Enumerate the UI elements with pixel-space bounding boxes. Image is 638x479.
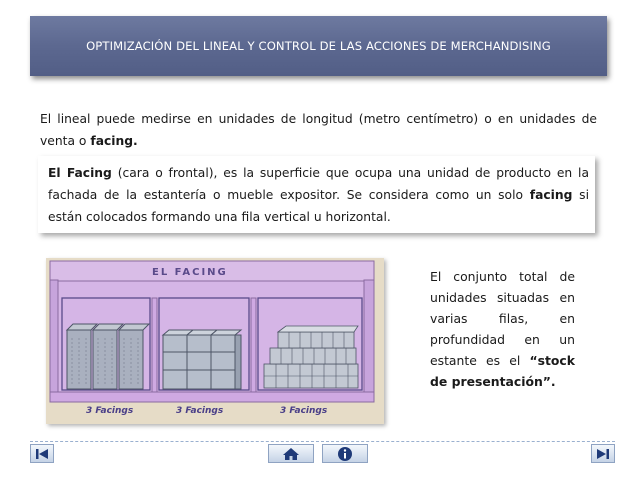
small-box [211, 370, 235, 389]
small-box [211, 335, 235, 352]
tall-box-top [93, 324, 123, 330]
tall-boxes [67, 324, 149, 389]
home-icon [282, 447, 300, 461]
facing-label-2: 3 Facings [176, 406, 224, 416]
small-box [163, 370, 187, 389]
facing-term: El Facing [48, 166, 112, 180]
tall-box-top [119, 324, 149, 330]
facing-label-1: 3 Facings [86, 406, 134, 416]
first-page-icon [35, 448, 49, 460]
home-button[interactable] [268, 444, 314, 463]
small-box [163, 335, 187, 352]
pack-row-middle [270, 348, 356, 364]
intro-paragraph [40, 108, 597, 152]
stock-paragraph [430, 266, 575, 392]
small-box [163, 352, 187, 370]
small-boxes [163, 330, 241, 389]
small-box-side [235, 335, 241, 389]
small-box-top [211, 330, 241, 335]
divider-left [152, 298, 157, 392]
facing-label-3: 3 Facings [280, 406, 328, 416]
info-icon [337, 446, 353, 462]
stock-text: El conjunto total de unidades situadas en varias filas, en profundidad en un estante es el [430, 269, 575, 368]
first-page-button[interactable] [30, 444, 54, 463]
shelf-left-side [50, 280, 58, 396]
footer-divider [30, 441, 615, 442]
small-box [187, 370, 211, 389]
title-bar [30, 16, 607, 76]
small-box [187, 335, 211, 352]
small-box [187, 352, 211, 370]
shelf-base [50, 392, 374, 402]
shelf-drawing [46, 258, 384, 424]
tall-box-top [67, 324, 97, 330]
last-page-button[interactable] [591, 444, 615, 463]
intro-bold: facing. [90, 134, 138, 148]
pack-stack-top [278, 326, 358, 332]
page-title: OPTIMIZACIÓN DEL LINEAL Y CONTROL DE LAS ACCIONES DE MERCHANDISING [86, 39, 551, 53]
small-box [211, 352, 235, 370]
facing-text-2: si están colocados formando una fila vertical u horizontal. [48, 188, 589, 224]
stock-bold: “stock de presentación”. [430, 353, 575, 389]
facing-definition-box [38, 156, 595, 233]
shelf-right-side [364, 280, 374, 396]
info-button[interactable] [322, 444, 368, 463]
pack-row-top [278, 332, 354, 348]
intro-text: El lineal puede medirse en unidades de longitud (metro centímetro) o en unidades de venta o [40, 112, 597, 148]
divider-right [251, 298, 256, 392]
facing-definition [48, 162, 589, 228]
facing-bold: facing [529, 188, 573, 202]
last-page-icon [596, 448, 610, 460]
facing-illustration [46, 258, 384, 424]
illustration-heading: EL FACING [152, 267, 228, 278]
facing-text-1: (cara o frontal), es la superficie que ocupa una unidad de producto en la fachada de la estantería o mueble expositor. Se considera como un solo [48, 166, 589, 202]
